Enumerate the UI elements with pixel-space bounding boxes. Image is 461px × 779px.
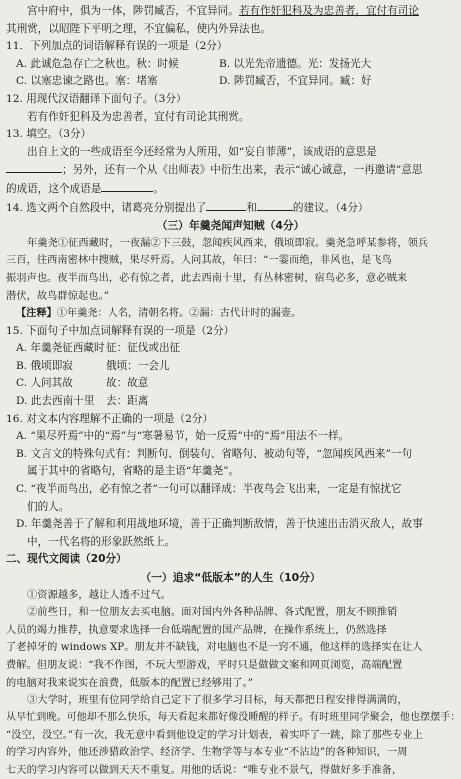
- header-line-2: 其刑赏，以昭陛下平明之理，不宜偏私，使内外异法也。: [6, 22, 271, 35]
- passage-line-1: 年羹尧①征西藏时，一夜漏②下三鼓，忽闻疾风西来，俄顷即寂。羹尧急呼某参将，领兵: [27, 237, 429, 249]
- passage-line-2: 三百，往西南密林中搜贼，果尽歼焉。人问其故，年曰：“一霎而绝，非风也，是飞鸟: [6, 255, 392, 267]
- section-3-title: （三）年羹尧闻声知贼（4分）: [156, 219, 305, 233]
- q11-option-c[interactable]: C. 以塞忠谏之路也。塞：堵塞: [16, 75, 158, 88]
- reading-para-2-line-3: 了老掉牙的 windows XP。朋友并不缺钱，对电脑也不是一窍不通，他这样的选择实在让人: [6, 642, 423, 654]
- passage-line-3: 振羽声也。夜半而鸟出，必有惊之者，此去西南十里，有丛林密树，宿鸟必多，意必贼来: [6, 272, 408, 284]
- reading-para-3-line-2: 从早忙到晚。可他却不那么快乐，每天看起来都好像没睡醒的样子。有时班里同学聚会，他也摆摆手：: [6, 711, 461, 723]
- header-text: 宫中府中，俱为一体，陟罚臧否，不宜异同。: [27, 5, 239, 17]
- q14-stem: 14. 选文两个自然段中，诸葛亮分别提出了 和 的建议。（4分）: [6, 199, 455, 218]
- passage-note: 【注释】①年羹尧：人名，清朝名将。②漏：古代计时的漏壶。: [16, 308, 302, 320]
- q14-blank-2[interactable]: [257, 199, 293, 211]
- header-line-1: [6, 3, 455, 21]
- reading-para-3-line-4: 的学习内容外，他还涉猎政治学、经济学、生物学等与本专业“不沾边”的各种知识，一周: [6, 747, 408, 759]
- q11-option-d[interactable]: D. 陟罚臧否，不宜异同。臧：好: [219, 75, 372, 88]
- q14-blank-1[interactable]: [206, 199, 246, 211]
- q16-option-a[interactable]: A. “果尽歼焉”中的“焉”与“寒暑易节，始一反焉”中的“焉”用法不一样。: [16, 430, 350, 443]
- exam-page: [6, 3, 461, 776]
- q16-option-c[interactable]: C. “夜半而鸟出，必有惊之者”一句可以翻译成：半夜鸟会飞出来，一定是有惊扰它: [16, 483, 402, 496]
- q13-blank-1[interactable]: [6, 161, 62, 173]
- q15-option-b[interactable]: B. 俄顷即寂 俄顷：一会儿: [16, 359, 170, 372]
- reading-para-3-line-5: 七天的学习内容可以做到天天不重复。用他的话说：“唯专业不景气，得做好多手准备，: [6, 764, 403, 776]
- q16-option-d[interactable]: D. 年羹尧善于了解和利用战地环境，善于正确判断敌情，善于快速出击消灭敌人，故事: [16, 518, 423, 531]
- reading-para-2-line-5: 的电脑对我来说实在浪费，低版本的配置已经够用了。”: [6, 677, 254, 689]
- q16-stem: 16. 对文本内容理解不正确的一项是（2分）: [6, 412, 214, 425]
- q15-option-d[interactable]: D. 此去西南十里 去：距离: [16, 395, 149, 408]
- q16-option-d-cont: 中，一代名将的形象跃然纸上。: [27, 535, 176, 548]
- reading-para-3-line-1: ③大学时，班里有位同学给自己定下了很多学习目标，每天都把日程安排得满满的，: [27, 695, 408, 707]
- q13-line-3: 的成语，这个成语是 。: [6, 180, 455, 199]
- reading-para-2-line-4: 费解。但朋友说：“我不作图，不玩大型游戏，平时只是做做文案和网页浏览，高端配置: [6, 659, 403, 671]
- header-underlined-text: 若有作奸犯科及为忠善者，宜付有司论: [238, 5, 419, 17]
- q13-line-1: 出自上文的一些成语至今还经常为人所用，如“妄自菲薄”，该成语的意思是: [27, 145, 377, 158]
- reading-para-2-line-1: ②前些日，和一位朋友去买电脑。面对国内外各种品牌、各式配置，朋友不顾推销: [27, 607, 398, 619]
- passage-line-4: 潜伏，故鸟群惊起也。”: [6, 290, 110, 302]
- reading-para-1: ①资源越多，越让人透不过气。: [27, 589, 172, 601]
- q11-option-b[interactable]: B. 以光先帝遗德。光：发扬光大: [219, 57, 372, 70]
- q13-stem: 13. 填空。（3分）: [6, 128, 92, 141]
- q16-option-b-cont: 属于其中的省略句，省略的是主语“年羹尧”。: [27, 465, 240, 478]
- q11-option-a[interactable]: A. 此诚危急存亡之秋也。秋：时候: [16, 57, 179, 70]
- q16-option-b[interactable]: B. 文言文的特殊句式有：判断句、倒装句、省略句、被动句等，“忽闻疾风西来”一句: [16, 447, 413, 460]
- reading-1-title: （一）追求“低版本”的人生（10分）: [140, 571, 321, 584]
- q12-sentence: 若有作奸犯科及为忠善者，宜付有司论其刑赏。: [27, 110, 250, 123]
- q11-options-row-1: [6, 56, 455, 74]
- q13-blank-2[interactable]: [101, 180, 153, 192]
- reading-para-2-line-2: 人员的竭力推荐，执意要求选择一台低端配置的国产品牌，在操作系统上，仍然选择: [6, 624, 387, 636]
- q15-option-a[interactable]: A. 年羹尧征西藏时 征：征伐或出征: [16, 342, 181, 355]
- q16-option-c-cont: 们的人。: [27, 500, 70, 513]
- q12-stem: 12. 用现代汉语翻译下面句子。（3分）: [6, 92, 187, 105]
- reading-para-3-line-3: “没空，没空。”有一次，我无意中看到他设定的学习计划表，着实吓了一跳，除了那些专业上: [6, 729, 424, 741]
- part-2-title: 二、现代文阅读（20分）: [6, 553, 127, 566]
- q11-stem: 11．下列加点的词语解释有误的一项是（2分）: [6, 40, 228, 53]
- q15-option-c[interactable]: C. 人问其故 故：故意: [16, 377, 149, 390]
- q13-line-2: ；另外，还有一个从《出师表》中衍生出来，表示“诚心诚意，一再邀请”意思: [6, 161, 455, 180]
- q11-options-row-2: [6, 73, 455, 91]
- q15-stem: 15. 下面句子中加点词解释有误的一项是（2分）: [6, 324, 235, 337]
